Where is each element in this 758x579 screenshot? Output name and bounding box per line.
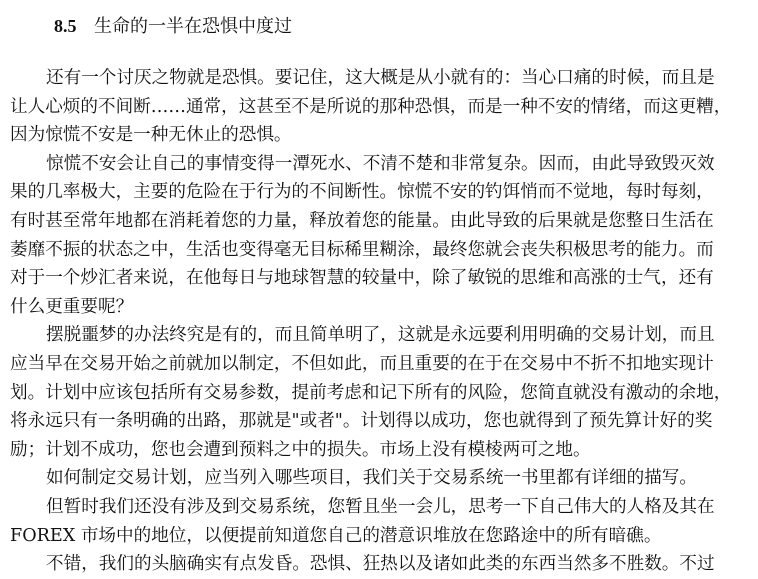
- text-line: 因为惊慌不安是一种无休止的恐惧。: [10, 125, 292, 146]
- text-line: 摆脱噩梦的办法终究是有的，而且简单明了，这就是永远要利用明确的交易计划，而且: [46, 325, 715, 346]
- text-line: 如何制定交易计划，应当列入哪些项目，我们关于交易系统一书里都有详细的描写。: [46, 468, 697, 489]
- section-heading: [10, 6, 748, 46]
- text-line: 萎靡不振的状态之中，生活也变得毫无目标稀里糊涂，最终您就会丧失积极思考的能力。而: [10, 239, 714, 260]
- text-line: FOREX 市场中的地位，以便提前知道您自己的潜意识堆放在您路途中的所有暗礁。: [10, 525, 662, 546]
- text-line: 对于一个炒汇者来说，在他每日与地球智慧的较量中，除了敏锐的思维和高涨的士气，还有: [10, 268, 714, 289]
- text-line: 划。计划中应该包括所有交易参数，提前考虑和记下所有的风险，您简直就没有激动的余地，: [10, 382, 732, 403]
- text-line: 让人心烦的不间断……通常，这甚至不是所说的那种恐惧，而是一种不安的情绪，而这更糟，: [10, 96, 732, 117]
- text-line: 不错，我们的头脑确实有点发昏。恐惧、狂热以及诸如此类的东西当然多不胜数。不过: [46, 554, 715, 575]
- text-line: 什么更重要呢？: [10, 296, 134, 317]
- section-title: 生命的一半在恐惧中度过: [94, 16, 292, 37]
- text-line: 有时甚至常年地都在消耗着您的力量，释放着您的能量。由此导致的后果就是您整日生活在: [10, 210, 714, 231]
- text-line: 还有一个讨厌之物就是恐惧。要记住，这大概是从小就有的：当心口痛的时候，而且是: [46, 68, 715, 88]
- text-line: 但暂时我们还没有涉及到交易系统，您暂且坐一会儿，思考一下自己伟大的人格及其在: [46, 496, 715, 517]
- text-line: 励；计划不成功，您也会遭到预料之中的损失。市场上没有模棱两可之地。: [10, 439, 591, 460]
- text-line: 将永远只有一条明确的出路，那就是"或者"。计划得以成功，您也就得到了预先算计好的奖: [10, 411, 713, 432]
- section-number: 8.5: [54, 16, 77, 36]
- text-line: 果的几率极大，主要的危险在于行为的不间断性。惊慌不安的钓饵悄而不觉地，每时每刻，: [10, 182, 714, 203]
- document-page: [10, 6, 748, 579]
- text-line: 应当早在交易开始之前就加以制定，不但如此，而且重要的在于在交易中不折不扣地实现计: [10, 353, 714, 374]
- text-line: 惊慌不安会让自己的事情变得一潭死水、不清不楚和非常复杂。因而，由此导致毁灭效: [46, 153, 715, 174]
